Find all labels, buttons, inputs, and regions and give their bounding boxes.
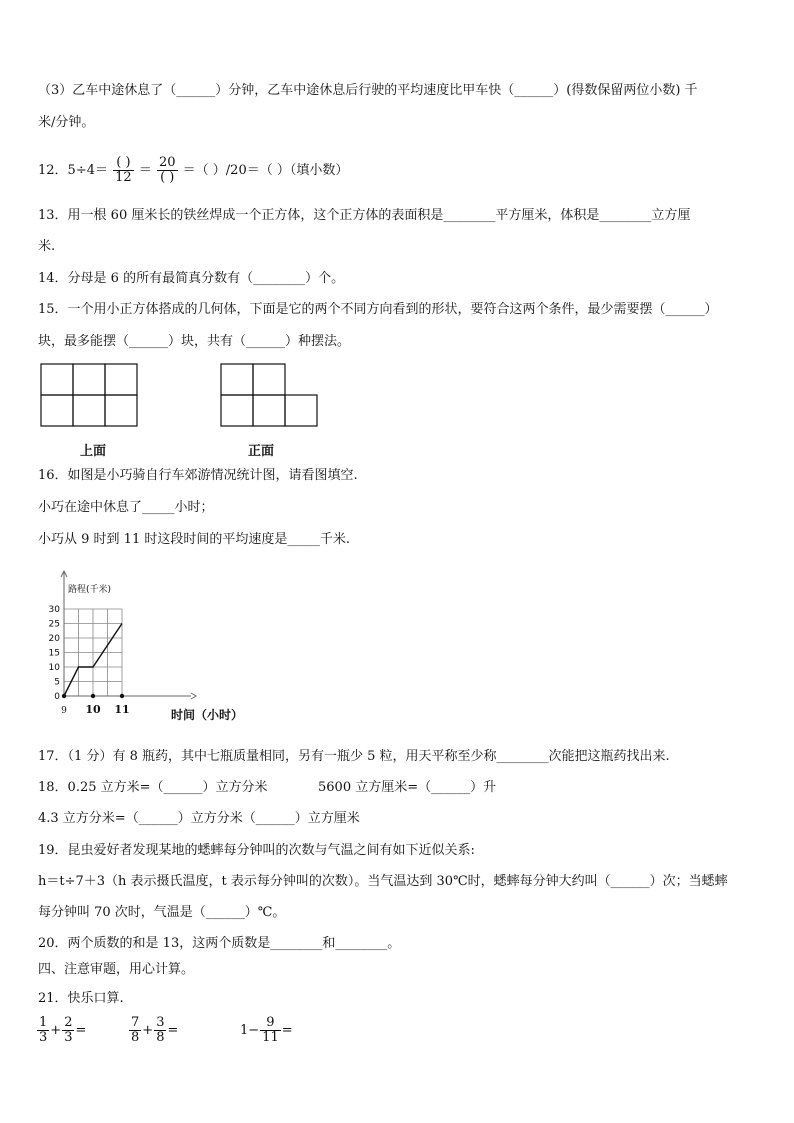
q15-line2: 块，最多能摆（______）块，共有（______）种摆法。 <box>38 334 351 349</box>
calc2-op: + <box>142 1023 154 1038</box>
x-tick-label: 10 <box>85 703 101 716</box>
q12-frac2-numerator: 20 <box>158 155 176 170</box>
front-view-caption: 正面 <box>248 444 275 459</box>
calc-item-1 <box>36 1016 86 1045</box>
calc1-a-num: 1 <box>39 1015 48 1030</box>
q12-prefix: 12．5÷4＝ <box>38 163 108 178</box>
calc1-b-num: 2 <box>64 1015 73 1030</box>
calc1-frac-b <box>62 1016 74 1045</box>
calc3-den: 11 <box>262 1030 279 1045</box>
q16: 16．如图是小巧骑自行车郊游情况统计图，请看图填空. <box>38 468 358 483</box>
q13-line1: 13．用一根 60 厘米长的铁丝焊成一个正方体，这个正方体的表面积是________平方厘米，体积是________立方厘 <box>38 208 691 223</box>
calc2-frac-b <box>154 1016 166 1045</box>
y-tick-label: 25 <box>48 619 60 630</box>
q13-line2: 米. <box>38 239 56 254</box>
section-4-heading: 四、注意审题，用心计算。 <box>38 962 195 977</box>
calc3-num: 9 <box>260 1016 281 1031</box>
calc3-eq: = <box>281 1023 293 1038</box>
q12 <box>38 156 348 185</box>
q12-fraction-2 <box>157 156 178 185</box>
q15-line1: 15．一个用小正方体搭成的几何体，下面是它的两个不同方向看到的形状，要符合这两个条件，最少需要摆（______） <box>38 302 718 317</box>
calc-item-2 <box>128 1016 178 1045</box>
calc3-pre: 1− <box>240 1023 260 1038</box>
q11-part3-line2: 米/分钟。 <box>38 115 95 130</box>
q19-line1: 19．昆虫爱好者发现某地的蟋蟀每分钟叫的次数与气温之间有如下近似关系: <box>38 843 475 858</box>
calc1-eq: = <box>75 1023 87 1038</box>
x-axis-label: 时间（小时） <box>171 708 244 722</box>
q12-fraction-1 <box>113 156 134 185</box>
q21: 21．快乐口算. <box>38 991 124 1006</box>
x-tick-dot <box>120 694 124 698</box>
calc-item-3 <box>240 1016 293 1045</box>
calc2-frac-a <box>129 1016 141 1045</box>
q19-line3: 每分钟叫 70 次时，气温是（______）℃。 <box>38 905 286 920</box>
q18-line2: 4.3 立方分米=（______）立方分米（______）立方厘米 <box>38 811 360 826</box>
top-view-grid <box>40 363 140 427</box>
front-view-grid <box>220 363 320 427</box>
q11-part3-line1: （3）乙车中途休息了（______）分钟，乙车中途休息后行驶的平均速度比甲车快（______）(得数保留两位小数) 千 <box>38 83 698 98</box>
q12-frac1-denominator: 12 <box>115 170 132 185</box>
x-axis-arrow <box>191 693 196 699</box>
y-tick-label: 0 <box>54 692 60 702</box>
q19-line2: h＝t÷7＋3（h 表示摄氏温度，t 表示每分钟叫的次数）。当气温达到 30℃时，蟋蟀每分钟大约叫（______）次；当蟋蟀 <box>38 874 728 889</box>
x-tick-label: 9 <box>61 706 67 716</box>
calc2-a-num: 7 <box>131 1015 140 1030</box>
calc1-op: + <box>50 1023 62 1038</box>
x-tick-label: 11 <box>114 703 130 716</box>
q20: 20．两个质数的和是 13，这两个质数是________和________。 <box>38 936 401 951</box>
calc2-eq: = <box>167 1023 179 1038</box>
y-tick-label: 15 <box>48 648 60 659</box>
y-axis-label: 路程(千米) <box>68 585 112 595</box>
calc1-b-den: 3 <box>64 1030 73 1045</box>
top-view-caption: 上面 <box>80 444 107 459</box>
q18-right: 5600 立方厘米=（______）升 <box>318 780 497 795</box>
q16-part-a: 小巧在途中休息了_____小时； <box>38 500 214 515</box>
q16-part-b: 小巧从 9 时到 11 时这段时间的平均速度是_____千米. <box>38 532 350 547</box>
x-tick-dot <box>91 694 95 698</box>
q12-frac2-denominator: ( ) <box>160 170 175 185</box>
q18-left: 18．0.25 立方米=（______）立方分米 <box>38 780 268 795</box>
calc2-a-den: 8 <box>131 1030 140 1045</box>
travel-chart-svg <box>36 568 266 726</box>
y-tick-label: 30 <box>48 605 60 615</box>
q12-tail: ＝（ ）/20＝（ ）（填小数） <box>182 163 349 178</box>
q12-equals: ＝ <box>138 163 152 178</box>
q14: 14．分母是 6 的所有最简真分数有（________）个。 <box>38 271 345 286</box>
y-tick-label: 5 <box>54 677 60 688</box>
y-tick-label: 10 <box>48 663 60 673</box>
y-tick-label: 20 <box>48 634 60 644</box>
calc2-b-num: 3 <box>156 1015 165 1030</box>
calc2-b-den: 8 <box>156 1030 165 1045</box>
calc1-a-den: 3 <box>39 1030 48 1045</box>
travel-chart <box>36 568 266 726</box>
calc3-frac <box>260 1016 281 1045</box>
calc1-frac-a <box>37 1016 49 1045</box>
q17: 17．（1 分）有 8 瓶药，其中七瓶质量相同，另有一瓶少 5 粒，用天平称至少称________次能把这瓶药找出来. <box>38 749 670 764</box>
q12-frac1-numerator: ( ) <box>113 156 134 171</box>
